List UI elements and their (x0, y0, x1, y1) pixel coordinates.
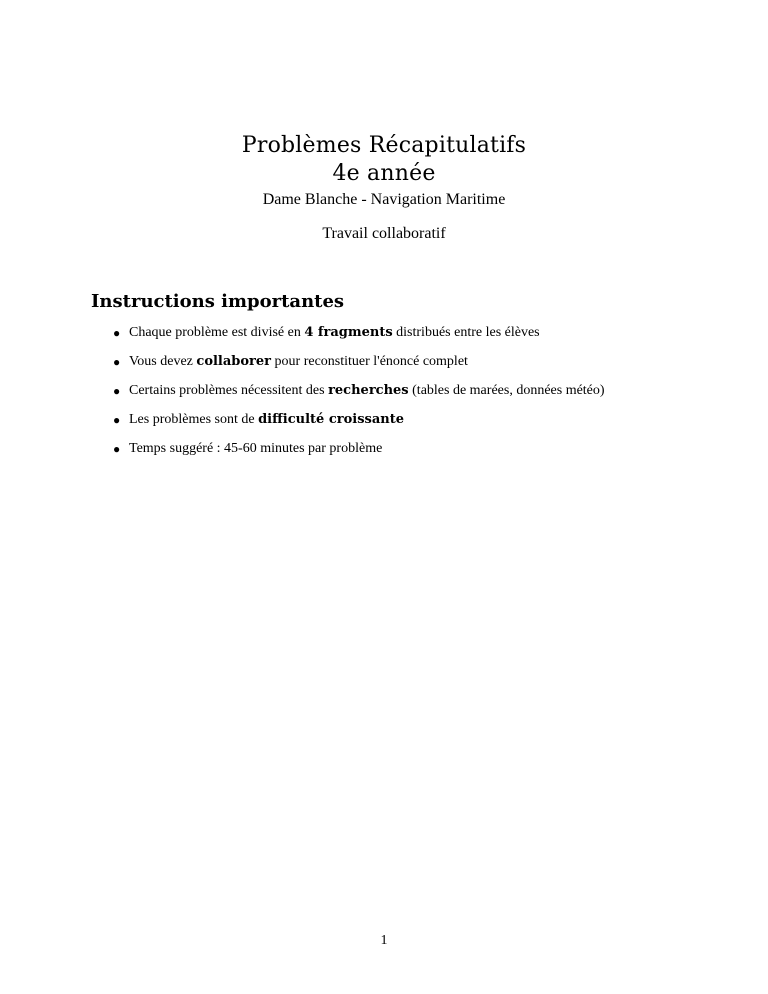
item-text-after: distribués entre les élèves (392, 325, 540, 340)
item-text-after: (tables de marées, données météo) (408, 383, 605, 398)
list-item (91, 440, 691, 458)
document-title: Problèmes Récapitulatifs (241, 133, 527, 158)
list-item (91, 382, 691, 400)
item-emphasis: 4 fragments (304, 325, 393, 340)
document-date-line: Travail collaboratif (322, 225, 446, 242)
bullet-icon: ● (113, 355, 121, 369)
item-emphasis: collaborer (196, 354, 272, 369)
bullet-icon: ● (113, 413, 121, 427)
item-text: Certains problèmes nécessitent des (129, 383, 329, 398)
item-text-after: pour reconstituer l'énoncé complet (271, 354, 468, 369)
document-title-grade: 4e année (332, 161, 436, 186)
list-item (91, 411, 691, 429)
item-text: Chaque problème est divisé en (129, 325, 305, 340)
item-text: Vous devez (129, 354, 197, 369)
instructions-section (91, 290, 691, 469)
item-emphasis: recherches (328, 383, 409, 398)
list-item (91, 353, 691, 371)
item-text: Les problèmes sont de (129, 412, 259, 427)
list-item (91, 324, 691, 342)
document-subtitle: Dame Blanche - Navigation Maritime (262, 191, 506, 208)
bullet-icon: ● (113, 384, 121, 398)
bullet-icon: ● (113, 326, 121, 340)
title-block (0, 132, 768, 244)
section-heading: Instructions importantes (91, 291, 345, 312)
page-number: 1 (380, 933, 388, 948)
item-text: Temps suggéré : 45-60 minutes par problème (129, 441, 383, 456)
bullet-icon: ● (113, 442, 121, 456)
item-emphasis: difficulté croissante (258, 412, 405, 427)
instructions-list (91, 324, 691, 458)
